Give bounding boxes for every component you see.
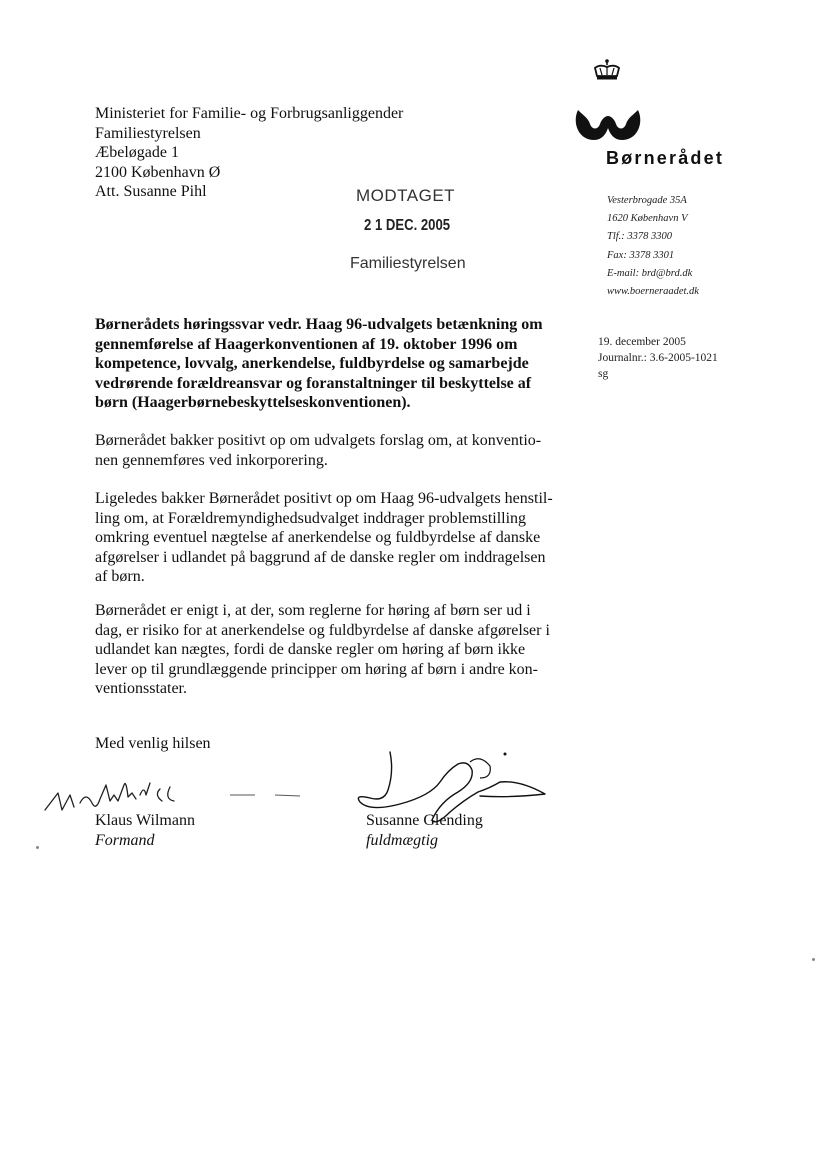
scan-speck bbox=[36, 846, 39, 849]
letter-meta bbox=[598, 334, 718, 382]
paragraph-line: ling om, at Forældremyndighedsudvalget inddrager problemstilling bbox=[95, 509, 527, 527]
sender-phone: Tlf.: 3378 3300 bbox=[607, 231, 673, 243]
sender-email[interactable]: E-mail: brd@brd.dk bbox=[607, 267, 693, 279]
received-stamp-date: 2 1 DEC. 2005 bbox=[364, 217, 451, 234]
paragraph-line: dag, er risiko for at anerkendelse og fuldbyrdelse af danske afgørelser i bbox=[95, 621, 550, 639]
scan-speck bbox=[812, 958, 815, 961]
author-initials: sg bbox=[598, 368, 609, 380]
paragraph-line: omkring eventuel nægtelse af anerkendelse og fuldbyrdelse af danske bbox=[95, 529, 541, 546]
signer-1-name: Klaus Wilmann bbox=[95, 812, 195, 829]
closing-greeting: Med venlig hilsen bbox=[95, 735, 211, 752]
paragraph-line: lever op til grundlæggende principper om høring af børn i andre kon- bbox=[95, 660, 538, 678]
paragraph-line: Børnerådet bakker positivt op om udvalgets forslag om, at konventio- bbox=[95, 432, 542, 449]
recipient-line: Æbeløgade 1 bbox=[95, 144, 179, 161]
body-paragraph-2 bbox=[95, 489, 585, 587]
letter-subject bbox=[95, 315, 585, 413]
sender-fax: Fax: 3378 3301 bbox=[607, 249, 675, 261]
sender-street: Vesterbrogade 35A bbox=[607, 195, 687, 206]
letter-date: 19. december 2005 bbox=[598, 336, 686, 348]
paragraph-line: udlandet kan nægtes, fordi de danske regler om høring af børn ikke bbox=[95, 641, 526, 658]
subject-line: vedrørende forældreansvar og foranstaltninger til beskyttelse af bbox=[95, 374, 532, 392]
signer-2-name: Susanne Glending bbox=[366, 812, 483, 829]
signer-1 bbox=[95, 811, 195, 851]
recipient-line: Familiestyrelsen bbox=[95, 124, 201, 142]
subject-line: kompetence, lovvalg, anerkendelse, fuldbyrdelse og samarbejde bbox=[95, 355, 529, 372]
boerneraadet-logo-icon bbox=[572, 100, 644, 144]
received-stamp-agency: Familiestyrelsen bbox=[350, 255, 466, 272]
signer-2 bbox=[366, 811, 483, 851]
paragraph-line: Ligeledes bakker Børnerådet positivt op om Haag 96-udvalgets henstil- bbox=[95, 490, 553, 507]
paragraph-line: ventionsstater. bbox=[95, 680, 187, 697]
subject-line: Børnerådets høringssvar vedr. Haag 96-udvalgets betænkning om bbox=[95, 316, 543, 333]
journal-number: Journalnr.: 3.6-2005-1021 bbox=[598, 352, 718, 364]
signer-1-title: Formand bbox=[95, 832, 155, 849]
paragraph-line: nen gennemføres ved inkorporering. bbox=[95, 451, 328, 469]
organization-name: Børnerådet bbox=[606, 148, 725, 168]
recipient-line: Att. Susanne Pihl bbox=[95, 183, 207, 200]
sender-city: 1620 København V bbox=[607, 213, 688, 225]
subject-line: børn (Haagerbørnebeskyttelseskonventionen). bbox=[95, 394, 411, 411]
sender-contact bbox=[607, 192, 699, 301]
sender-website[interactable]: www.boerneraadet.dk bbox=[607, 286, 699, 298]
paragraph-line: Børnerådet er enigt i, at der, som reglerne for høring af børn ser ud i bbox=[95, 602, 531, 619]
crown-icon bbox=[592, 58, 622, 82]
recipient-line: 2100 København Ø bbox=[95, 163, 221, 181]
paragraph-line: af børn. bbox=[95, 568, 145, 585]
paragraph-line: afgørelser i udlandet på baggrund af de danske regler om inddragelsen bbox=[95, 548, 546, 566]
received-stamp: MODTAGET bbox=[356, 186, 456, 205]
recipient-line: Ministeriet for Familie- og Forbrugsanliggender bbox=[95, 105, 404, 122]
body-paragraph-1 bbox=[95, 431, 585, 470]
subject-line: gennemførelse af Haagerkonventionen af 19. oktober 1996 om bbox=[95, 335, 518, 353]
signer-2-title: fuldmægtig bbox=[366, 832, 439, 849]
body-paragraph-3 bbox=[95, 601, 585, 699]
